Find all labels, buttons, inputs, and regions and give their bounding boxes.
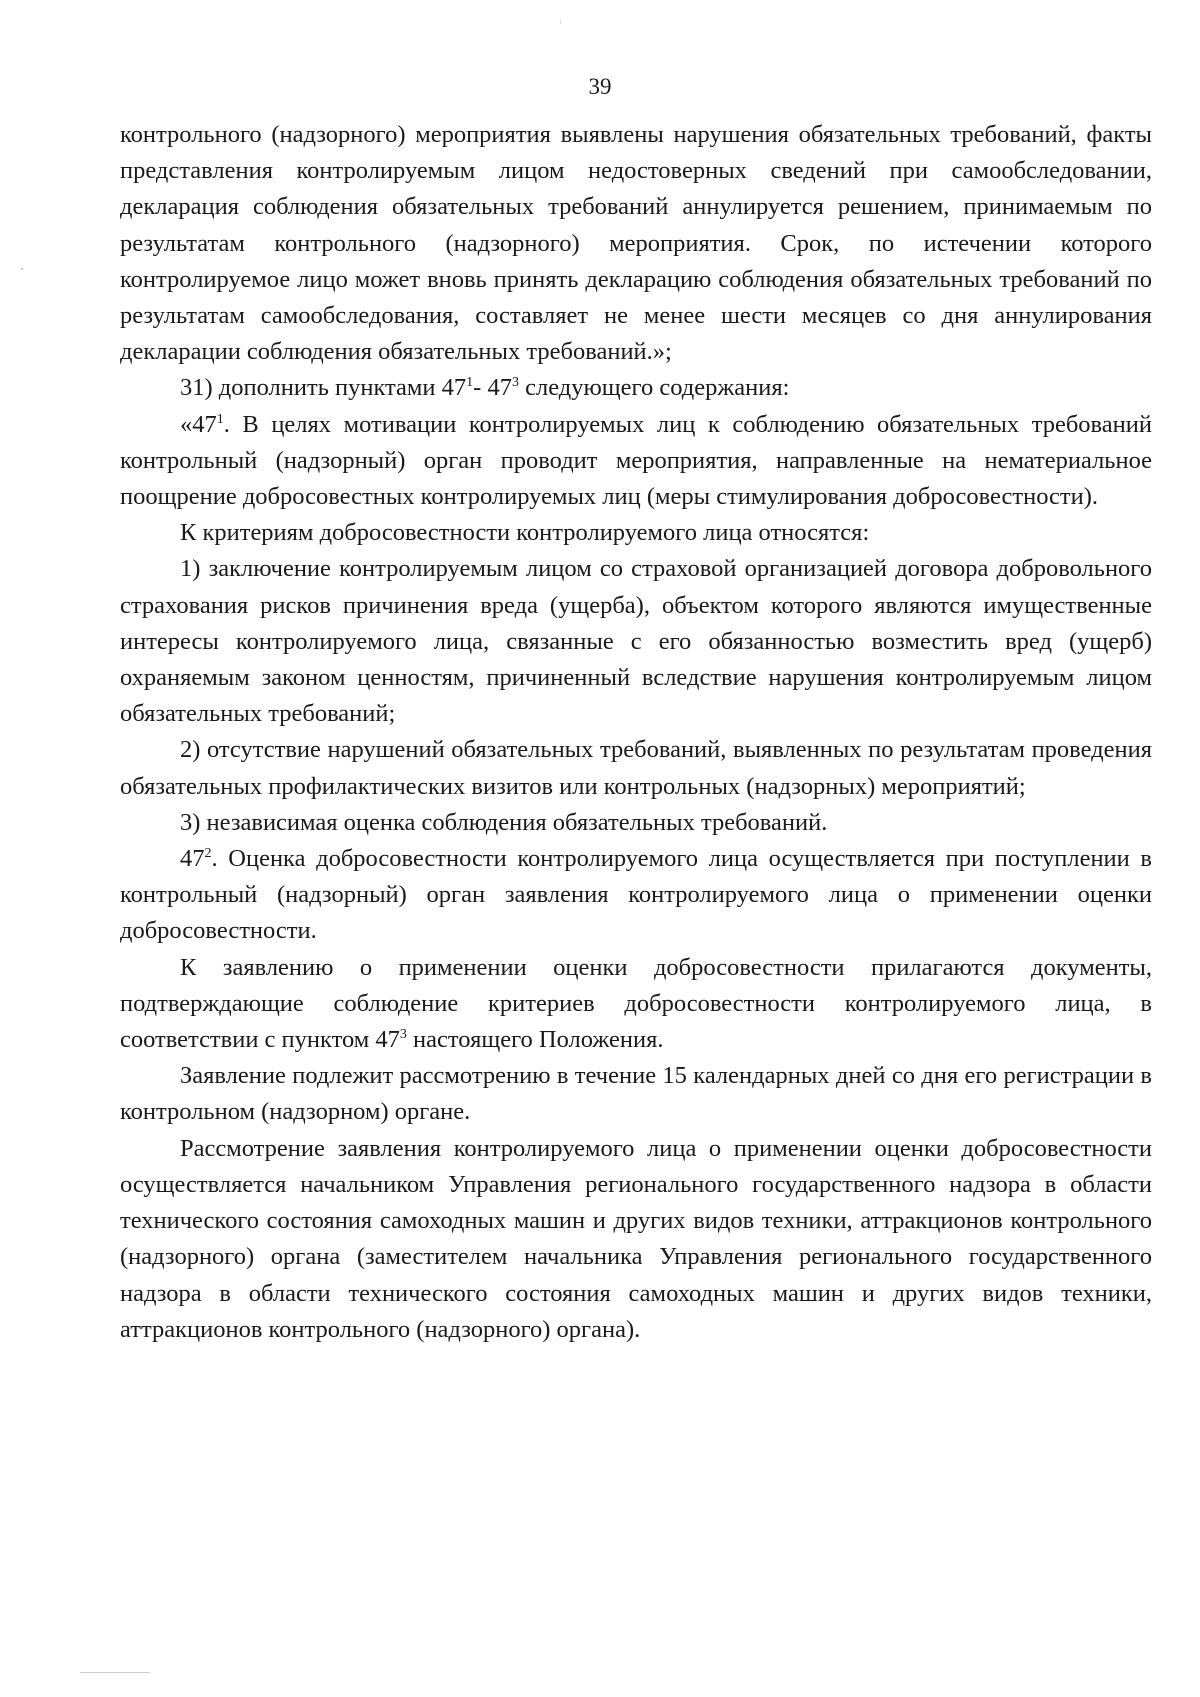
scan-artifact [560,20,561,24]
paragraph: К критериям добросовестности контролируемого лица относятся: [180,519,870,547]
paragraph-text: 31) дополнить пунктами 47 [180,374,467,402]
paragraph [120,950,1152,1059]
list-item: 1) заключение контролируемым лицом со страховой организацией договора добровольного страхования рисков причинения вреда (ущерба), объектом которого являются имущественные интересы контролируемого лица, связанные с его обязанностью возместить вред (ущерб) охраняемым законом ценностям, причиненный вследствие нарушения контролируемым лицом обязательных требований; [120,555,1152,728]
paragraph-text: 47 [180,845,205,873]
paragraph-text: следующего содержания: [518,374,790,402]
list-item: 3) независимая оценка соблюдения обязательных требований. [180,808,828,836]
paragraph [120,370,1152,406]
paragraph: контрольного (надзорного) мероприятия выявлены нарушения обязательных требований, факты представления контролируемым лицом недостоверных сведений при самообследовании, декларация соблюдения обязательных требований аннулируется решением, принимаемым по результатам контрольного (надзорного) мероприятия. Срок, по истечении которого контролируемое лицо может вновь принять декларацию соблюдения обязательных требований по результатам самообследования, составляет не менее шести месяцев со дня аннулирования декларации соблюдения обязательных требований.»; [120,121,1152,366]
paragraph-text: К заявлению о применении оценки добросовестности прилагаются документы, подтверждающие соблюдение критериев добросовестности контролируемого лица, в соответствии с пунктом 47 [120,953,1152,1054]
superscript: 2 [204,845,212,861]
scan-artifact [80,1672,150,1673]
paragraph-text: настоящего Положения. [406,1026,664,1054]
superscript: 1 [216,411,224,427]
superscript: 1 [466,375,474,391]
scan-artifact [21,268,23,270]
paragraph-text: «47 [180,410,217,438]
paragraph-text: . Оценка добросовестности контролируемого лица осуществляется при поступлении в контрольный (надзорный) орган заявления контролируемого лица о применении оценки добросовестности. [120,845,1152,945]
superscript: 3 [511,375,519,391]
superscript: 3 [399,1026,407,1042]
paragraph [120,841,1152,950]
paragraph [120,407,1152,516]
paragraph-text: . В целях мотивации контролируемых лиц к соблюдению обязательных требований контрольный (надзорный) орган проводит мероприятия, направленные на нематериальное поощрение добросовестных контролируемых лиц (меры стимулирования добросовестности). [120,410,1152,511]
paragraph-text: - 47 [473,374,512,402]
document-body [120,117,1152,1348]
paragraph: Рассмотрение заявления контролируемого лица о применении оценки добросовестности осуществляется начальником Управления регионального государственного надзора в области технического состояния самоходных машин и других видов техники, аттракционов контрольного (надзорного) органа (заместителем начальника Управления регионального государственного надзора в области технического состояния самоходных машин и других видов техники, аттракционов контрольного (надзорного) органа). [120,1134,1152,1343]
list-item: 2) отсутствие нарушений обязательных требований, выявленных по результатам проведения обязательных профилактических визитов или контрольных (надзорных) мероприятий; [120,736,1152,800]
paragraph: Заявление подлежит рассмотрению в течение 15 календарных дней со дня его регистрации в контрольном (надзорном) органе. [120,1062,1152,1126]
page-number: 39 [588,74,612,99]
